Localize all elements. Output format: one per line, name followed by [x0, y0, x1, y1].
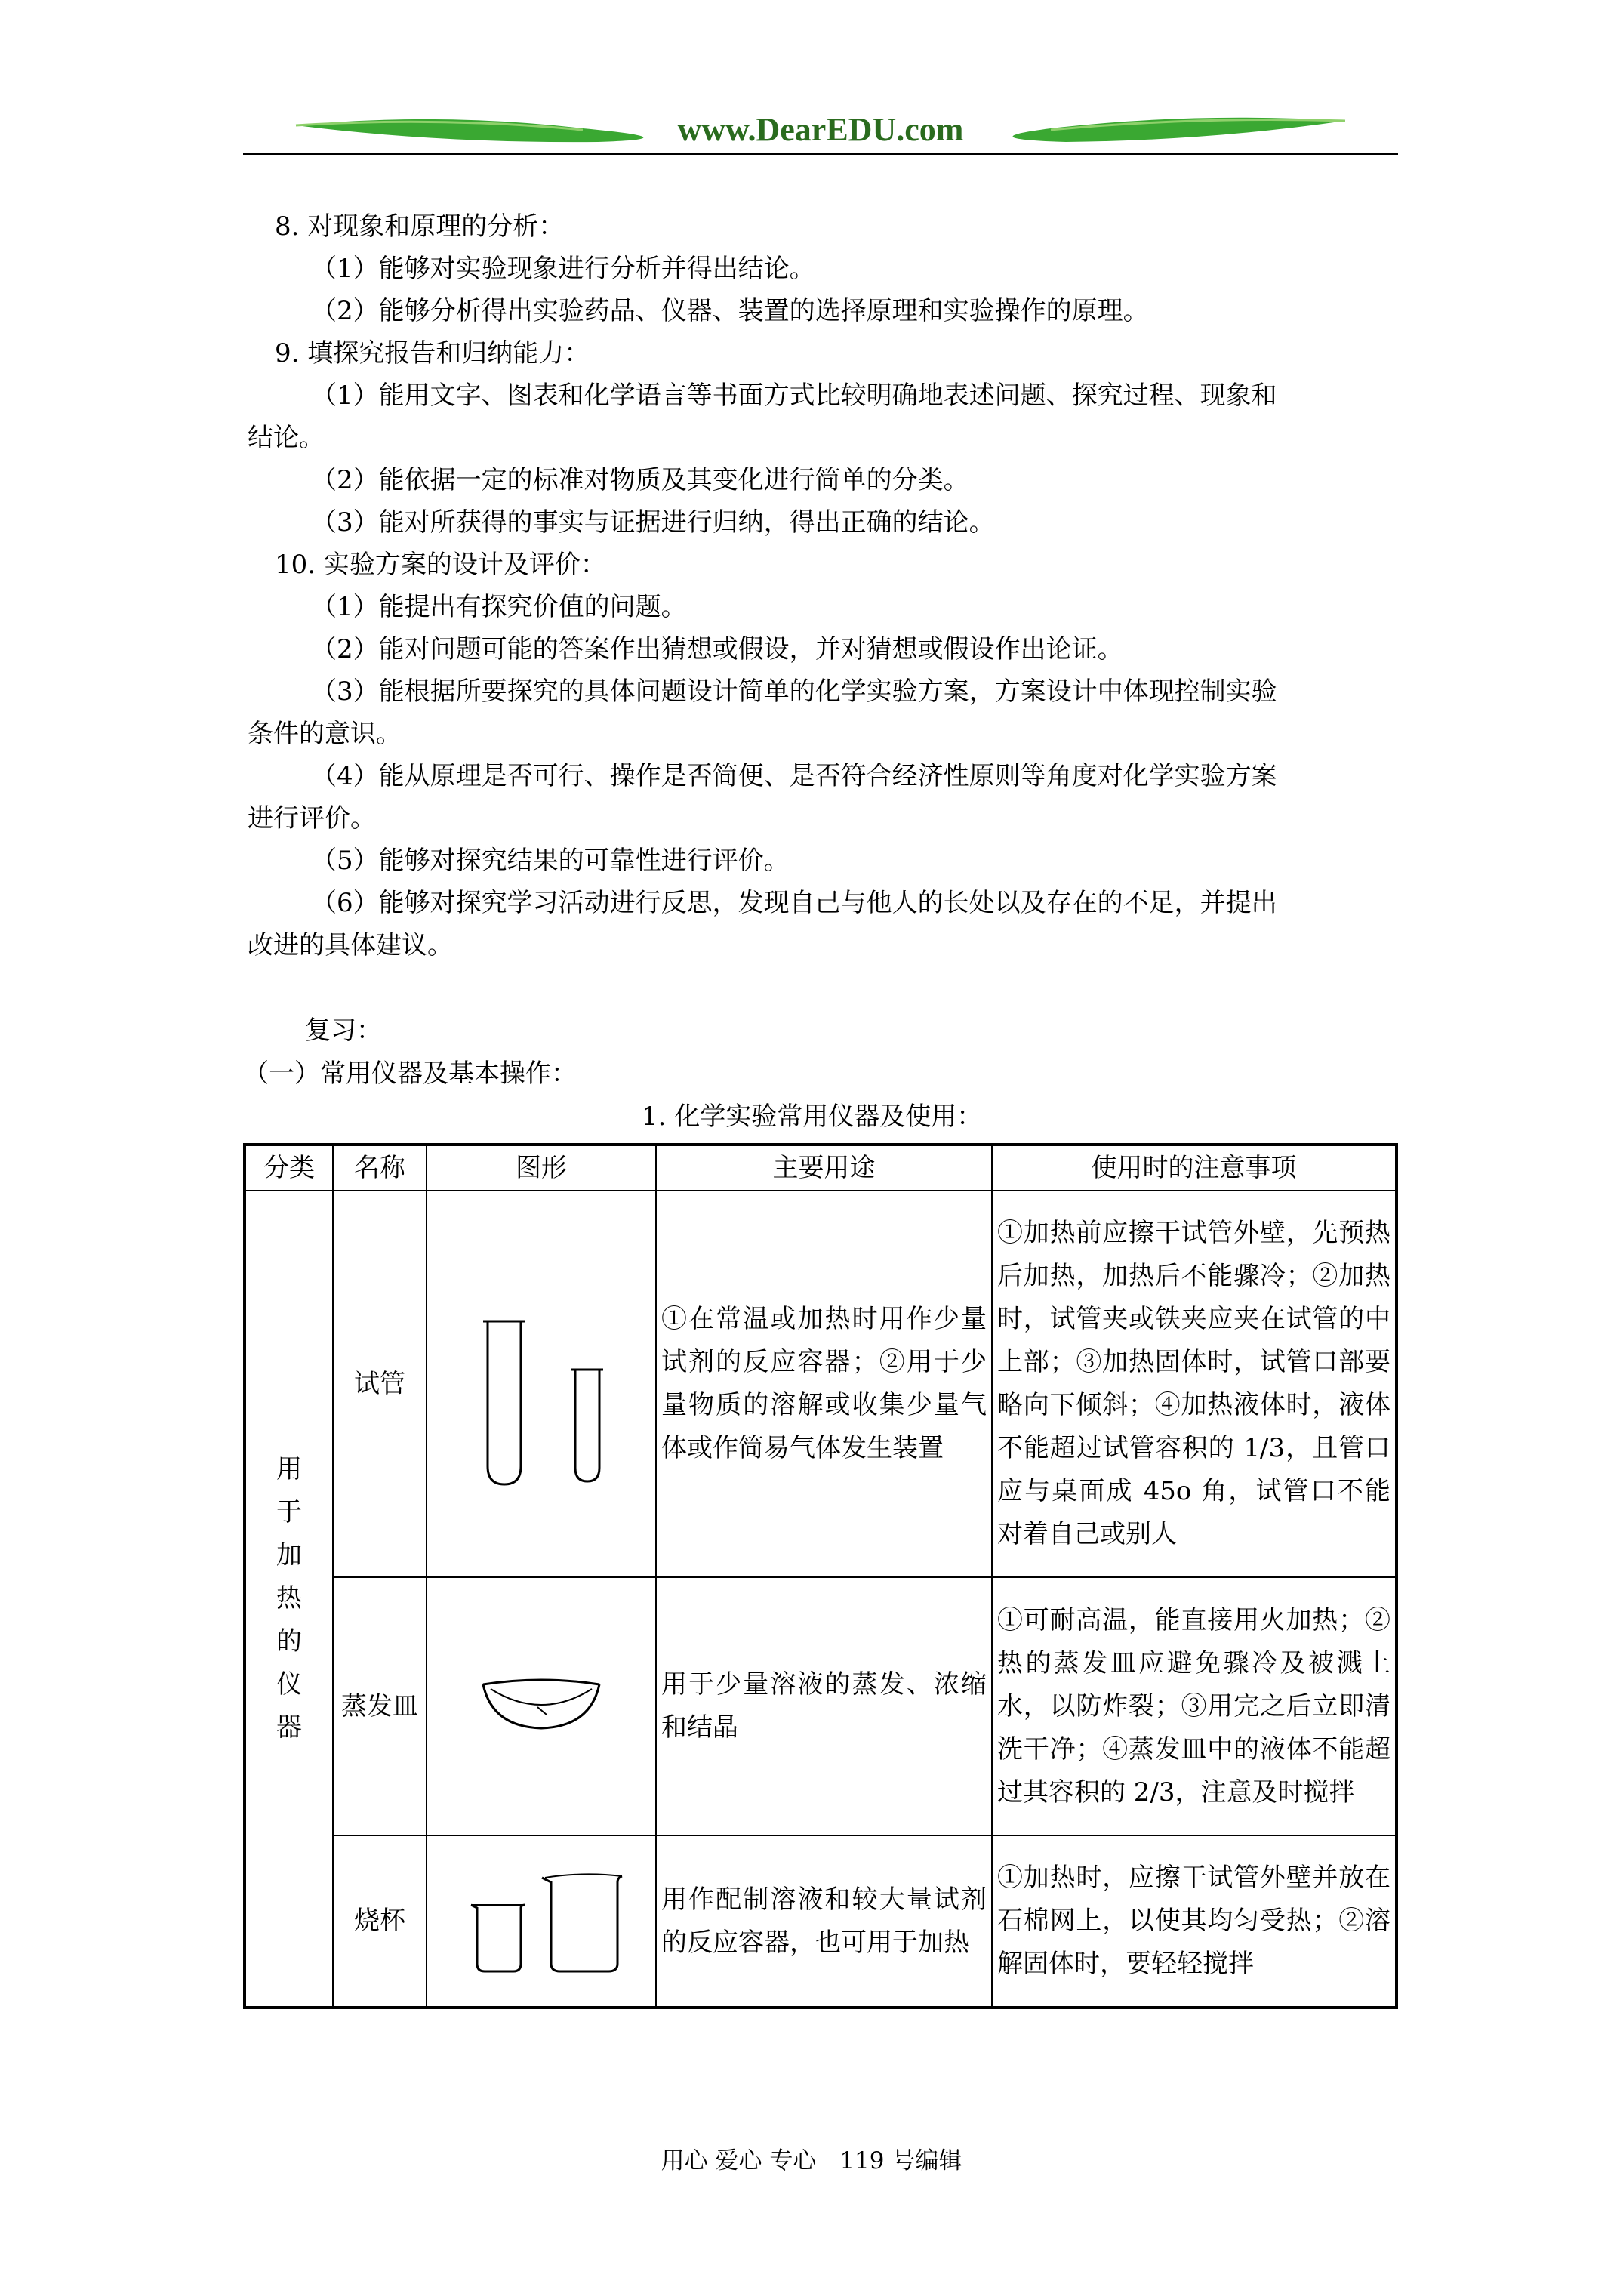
header-figure: 图形: [427, 1145, 656, 1191]
item-10-4-cont: 进行评价。: [248, 803, 376, 834]
item-9-2: （2）能依据一定的标准对物质及其变化进行简单的分类。: [311, 465, 969, 495]
header-category: 分类: [245, 1145, 333, 1191]
site-header: [243, 106, 1398, 159]
item-9-3: （3）能对所获得的事实与证据进行归纳，得出正确的结论。: [311, 507, 995, 538]
header-notes: 使用时的注意事项: [992, 1145, 1397, 1191]
item-10-5: （5）能够对探究结果的可靠性进行评价。: [311, 846, 790, 876]
row-name: 烧杯: [333, 1835, 427, 2008]
table-header-row: [245, 1145, 1397, 1191]
table-row: [245, 1577, 1397, 1835]
beaker-icon: [432, 1843, 651, 1986]
site-logo-text: www.DearEDU.com: [677, 111, 964, 148]
item-9-1: （1）能用文字、图表和化学语言等书面方式比较明确地表述问题、探究过程、现象和: [311, 381, 1277, 411]
header-rule: [243, 153, 1398, 155]
table-row: [245, 1835, 1397, 2008]
item-10-3-cont: 条件的意识。: [248, 719, 402, 749]
table-row: [245, 1191, 1397, 1577]
evaporating-dish-icon: [432, 1654, 651, 1745]
item-8-2: （2）能够分析得出实验药品、仪器、装置的选择原理和实验操作的原理。: [311, 296, 1149, 326]
item-9-heading: 9. 填探究报告和归纳能力：: [275, 338, 590, 368]
instrument-table: [243, 1143, 1398, 2009]
row-notes: ①加热前应擦干试管外壁，先预热后加热，加热后不能骤冷；②加热时，试管夹或铁夹应夹在试管的中上部；③加热固体时，试管口部要略向下倾斜；④加热液体时，液体不能超过试管容积的 1/3，且管口应与桌面成 45o 角，试管口不能对着自己或别人: [992, 1191, 1397, 1577]
item-9-1-cont: 结论。: [248, 423, 325, 453]
item-10-6-cont: 改进的具体建议。: [248, 930, 453, 960]
item-10-6: （6）能够对探究学习活动进行反思，发现自己与他人的长处以及存在的不足，并提出: [311, 888, 1277, 918]
figure-cell: [427, 1835, 656, 2008]
item-10-4: （4）能从原理是否可行、操作是否简便、是否符合经济性原则等角度对化学实验方案: [311, 761, 1277, 791]
category-label: 用于加热的仪器: [276, 1454, 302, 1743]
row-use: ①在常温或加热时用作少量试剂的反应容器；②用于少量物质的溶解或收集少量气体或作简易气体发生装置: [656, 1191, 992, 1577]
item-10-3: （3）能根据所要探究的具体问题设计简单的化学实验方案，方案设计中体现控制实验: [311, 676, 1277, 707]
row-use: 用作配制溶液和较大量试剂的反应容器，也可用于加热: [656, 1835, 992, 2008]
item-10-1: （1）能提出有探究价值的问题。: [311, 592, 687, 622]
item-10-2: （2）能对问题可能的答案作出猜想或假设，并对猜想或假设作出论证。: [311, 634, 1123, 664]
item-10-heading: 10. 实验方案的设计及评价：: [275, 550, 606, 580]
review-heading: 复习：: [305, 1015, 382, 1046]
item-8-heading: 8. 对现象和原理的分析：: [275, 211, 565, 242]
row-name: 试管: [333, 1191, 427, 1577]
test-tube-icon: [432, 1264, 651, 1490]
table-caption: 1. 化学实验常用仪器及使用：: [642, 1102, 983, 1132]
row-name: 蒸发皿: [333, 1577, 427, 1835]
figure-cell: [427, 1577, 656, 1835]
item-8-1: （1）能够对实验现象进行分析并得出结论。: [311, 254, 815, 284]
header-name: 名称: [333, 1145, 427, 1191]
figure-cell: [427, 1191, 656, 1577]
row-use: 用于少量溶液的蒸发、浓缩和结晶: [656, 1577, 992, 1835]
section-one-heading: （一）常用仪器及基本操作：: [243, 1059, 577, 1089]
category-cell: [245, 1191, 333, 2008]
header-use: 主要用途: [656, 1145, 992, 1191]
row-notes: ①加热时，应擦干试管外壁并放在石棉网上，以使其均匀受热；②溶解固体时，要轻轻搅拌: [992, 1835, 1397, 2008]
site-logo: [243, 106, 1398, 159]
row-notes: ①可耐高温，能直接用火加热；②热的蒸发皿应避免骤冷及被溅上水，以防炸裂；③用完之后立即清洗干净；④蒸发皿中的液体不能超过其容积的 2/3，注意及时搅拌: [992, 1577, 1397, 1835]
page-footer: 用心 爱心 专心 119 号编辑: [661, 2147, 962, 2174]
